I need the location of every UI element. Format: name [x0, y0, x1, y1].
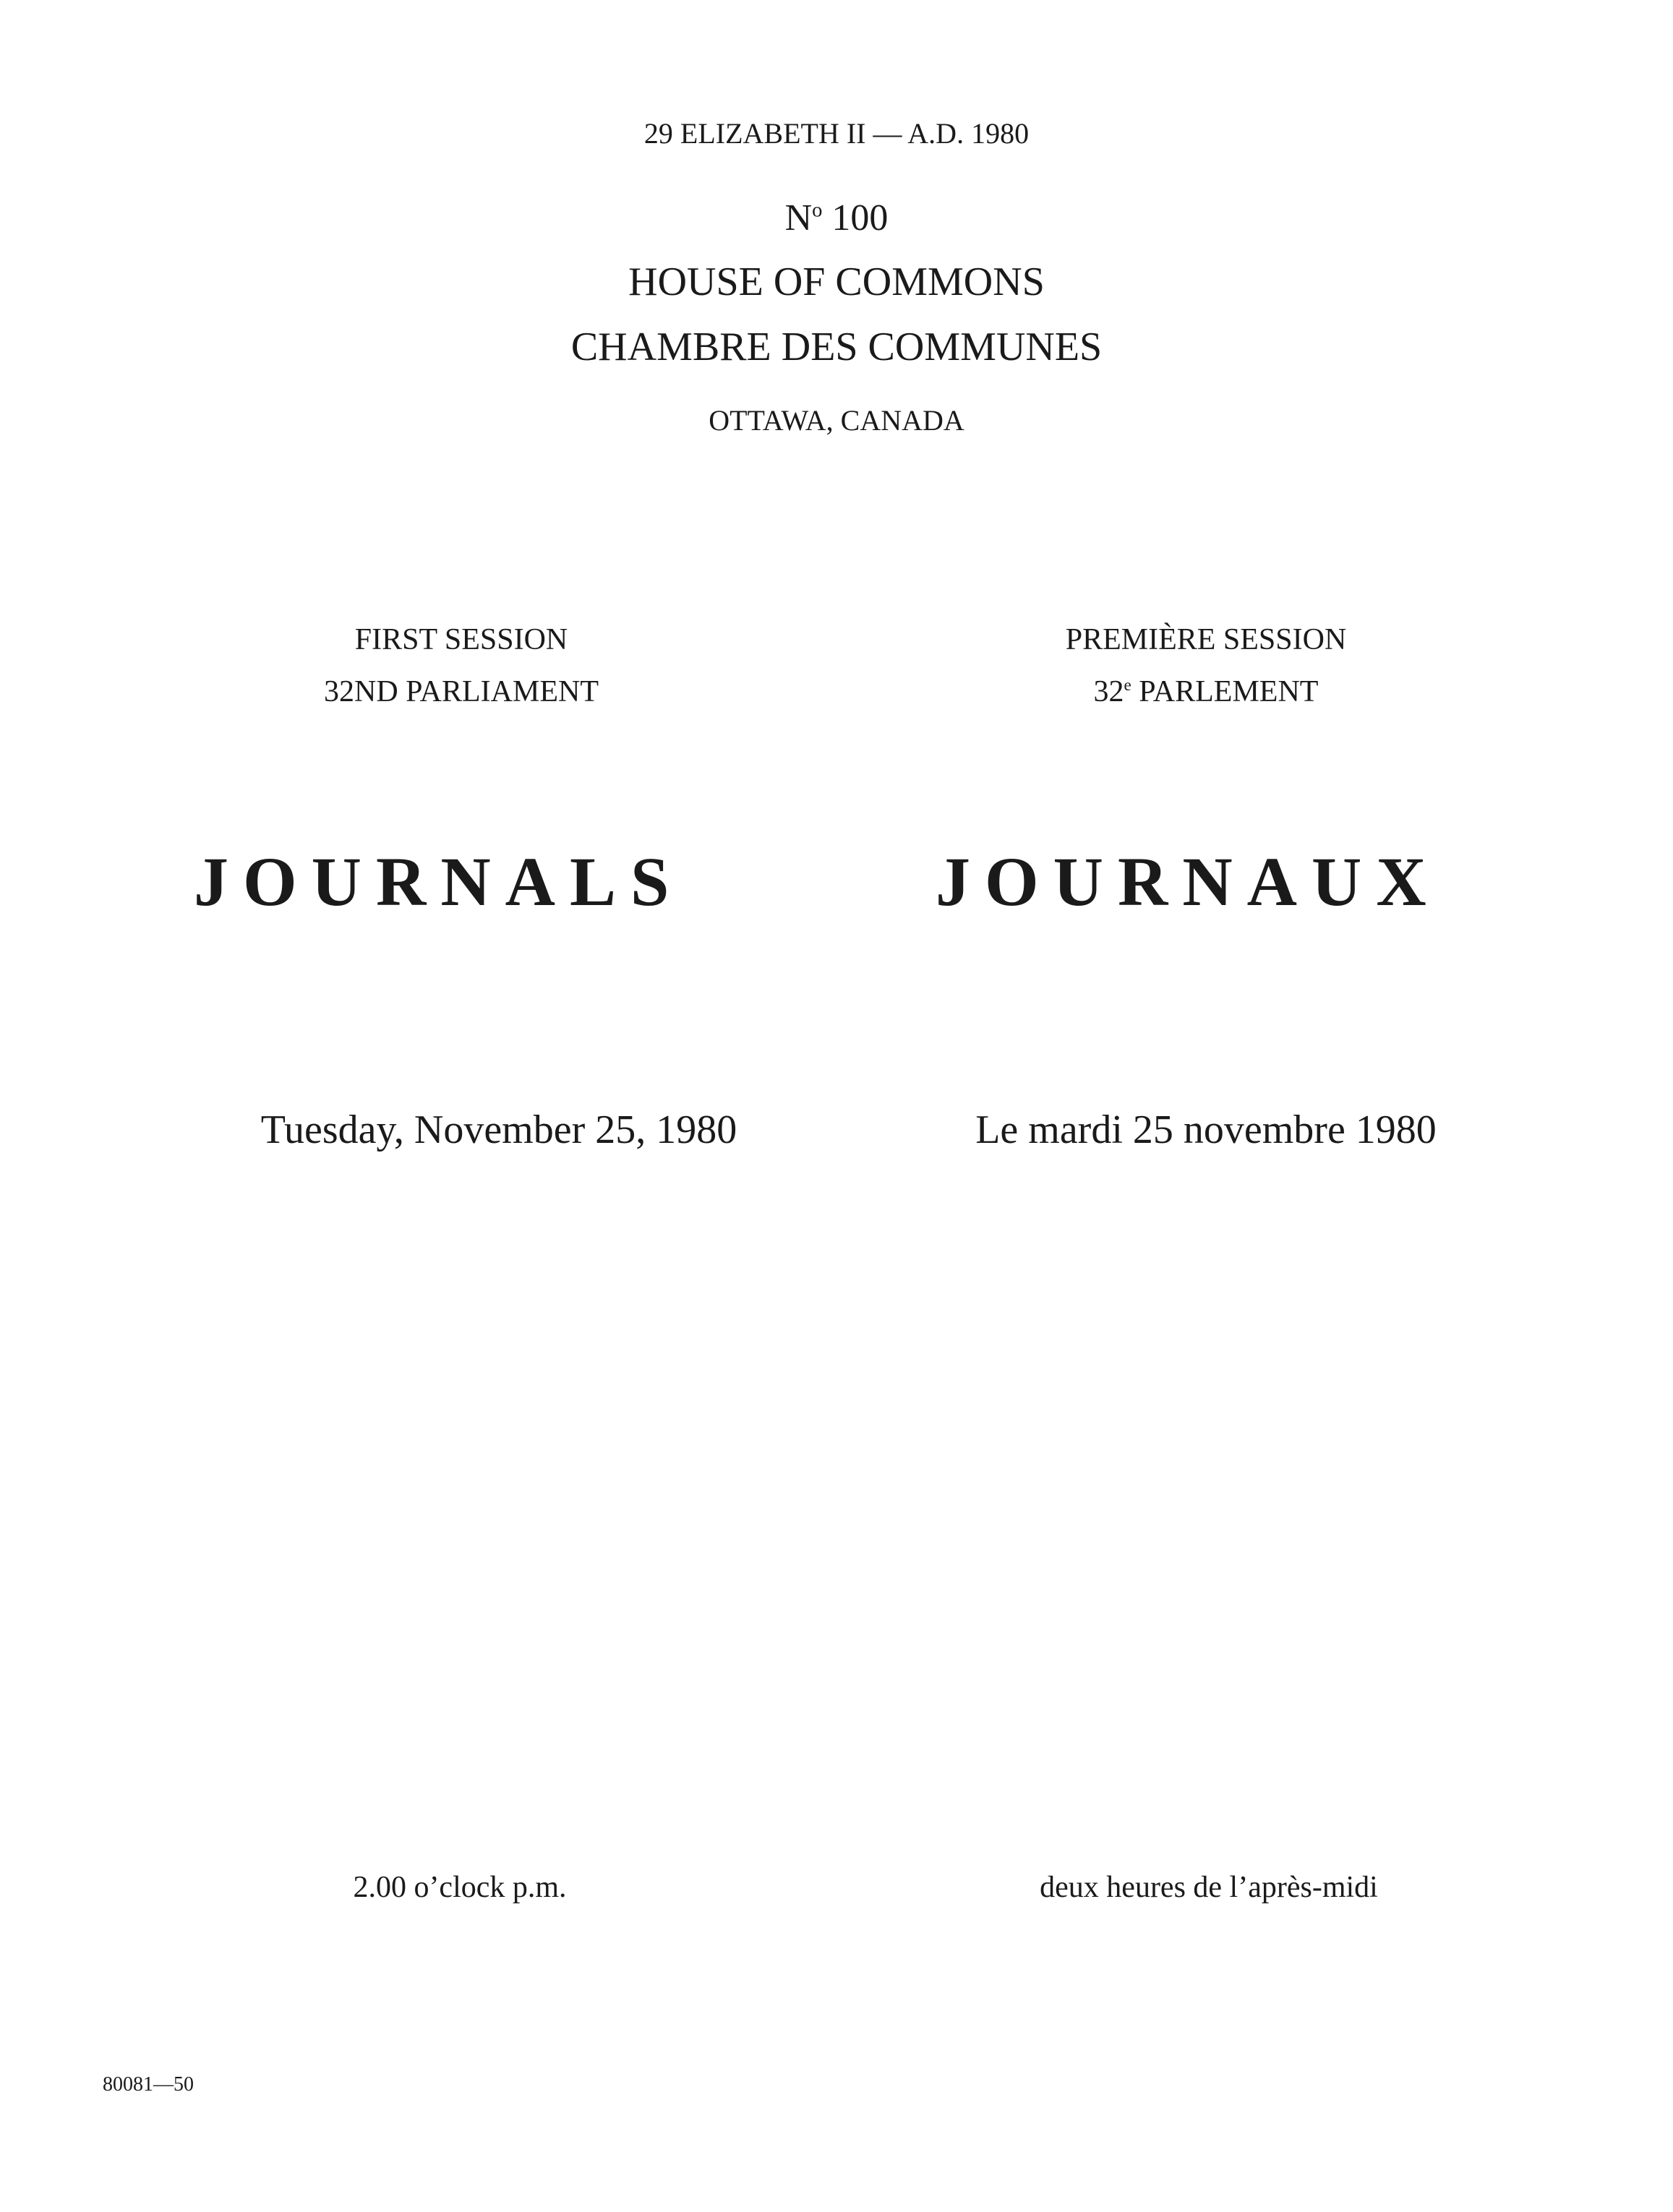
house-name-english: HOUSE OF COMMONS — [628, 260, 1045, 304]
regnal-year: 29 ELIZABETH II — A.D. 1980 — [643, 117, 1030, 150]
date-english: Tuesday, November 25, 1980 — [260, 1107, 737, 1152]
parliament-french-word: PARLEMENT — [1139, 675, 1319, 708]
time-english: 2.00 o’clock p.m. — [353, 1871, 567, 1904]
parliament-french-number: 32 — [1093, 675, 1124, 708]
time-french: deux heures de l’après-midi — [1040, 1871, 1378, 1904]
session-french: PREMIÈRE SESSION — [1065, 623, 1347, 656]
print-code: 80081—50 — [103, 2073, 194, 2096]
parliament-french-ordinal: e — [1124, 675, 1131, 694]
session-english: FIRST SESSION — [354, 623, 568, 656]
house-name-french: CHAMBRE DES COMMUNES — [570, 325, 1103, 369]
issue-number-value: 100 — [831, 197, 889, 239]
parliament-french — [1094, 677, 1319, 707]
date-french: Le mardi 25 novembre 1980 — [975, 1107, 1437, 1152]
issue-number-degree: o — [812, 199, 823, 222]
title-french: JOURNAUX — [936, 843, 1441, 920]
city-location: OTTAWA, CANADA — [709, 404, 964, 437]
title-english: JOURNALS — [194, 843, 684, 920]
issue-number — [784, 197, 889, 239]
issue-number-prefix: N — [784, 197, 813, 239]
parliament-english: 32ND PARLIAMENT — [324, 675, 599, 708]
